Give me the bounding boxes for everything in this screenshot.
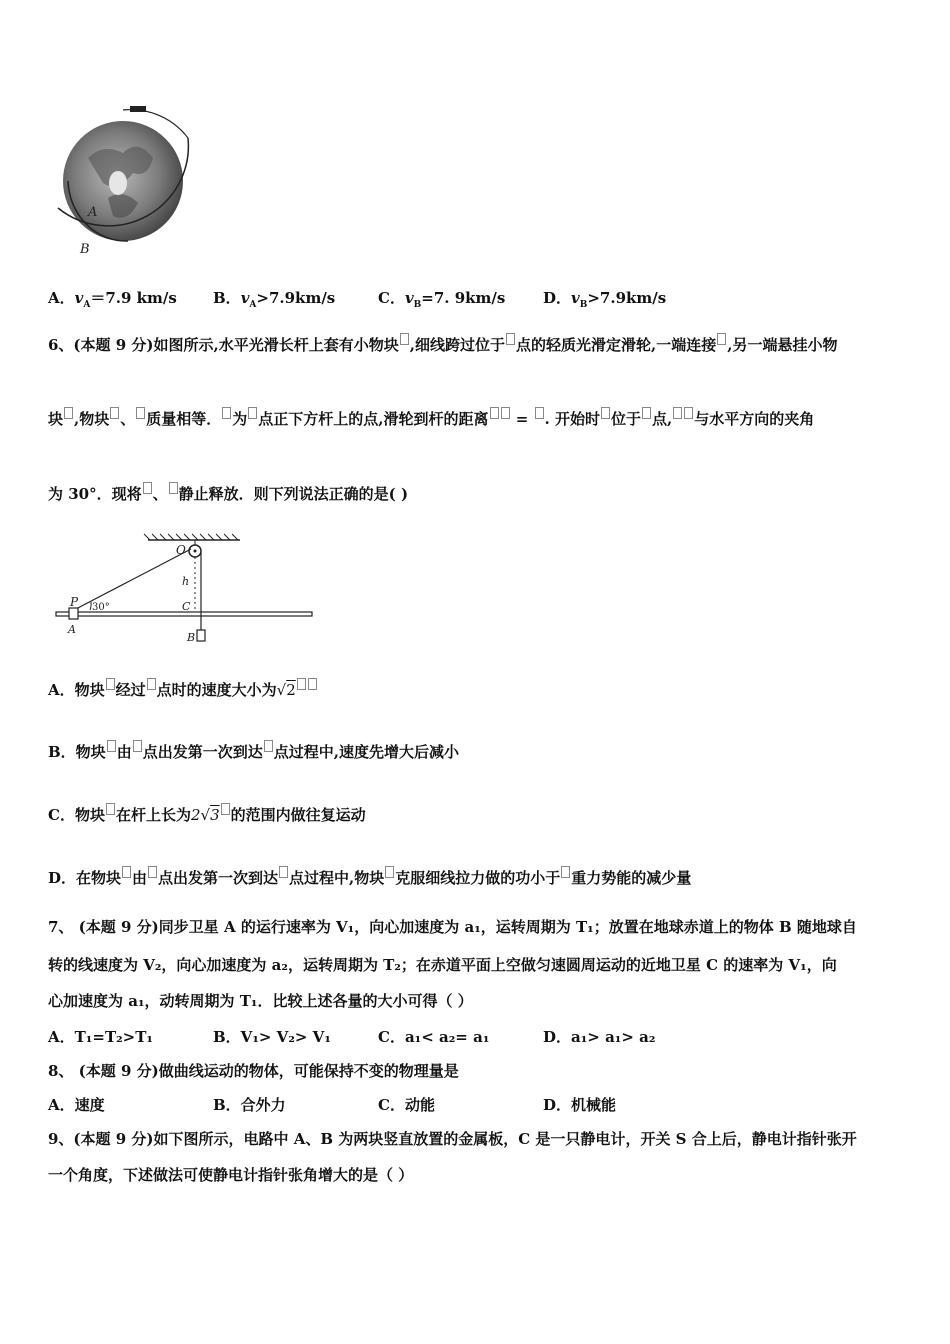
q6-line-1: 6、(本题 9 分)如图所示,水平光滑长杆上套有小物块 ,细线跨过位于 点的轻质光滑定滑轮,一端连接 ,另一端悬挂小物 (48, 333, 837, 355)
q9-line-1: 9、(本题 9 分)如下图所示，电路中 A、B 为两块竖直放置的金属板，C 是一只静电计，开关 S 合上后，静电计指针张开 (48, 1130, 857, 1148)
q8-option-d: D．机械能 (543, 1096, 617, 1114)
q8-option-a: A．速度 (48, 1096, 105, 1114)
q8-option-b: B．合外力 (213, 1096, 286, 1114)
q6-line-3: 为 30°．现将 、 静止释放．则下列说法正确的是( ) (48, 482, 408, 504)
string-pa (74, 549, 191, 610)
q5-option-a: A．$v_A=7.9$ km/s (48, 289, 177, 310)
label-p: P (70, 595, 79, 609)
earth-orbit-figure (48, 98, 208, 263)
q6-option-c: C．物块 在杆上长为2√3 的范围内做往复运动 (48, 803, 366, 825)
q6-line-2: 块 ,物块 、 质量相等． 为 点正下方杆上的点,滑轮到杆的距离 = . 开始时 位于 点, 与水平方向的夹角 (48, 407, 814, 429)
q7-line-3: 心加速度为 a₁，动转周期为 T₁．比较上述各量的大小可得（ ） (48, 992, 473, 1010)
label-c: C (182, 600, 191, 613)
q7-option-c: C．a₁< a₂= a₁ (378, 1028, 490, 1046)
q5-option-b: B．$v_A>7.9km/s$ (213, 289, 336, 310)
label-o: O (176, 543, 186, 557)
q7-option-d: D．a₁> a₁> a₂ (543, 1028, 656, 1046)
satellite (130, 106, 146, 112)
label-a: A (88, 205, 98, 220)
q8-option-c: C．动能 (378, 1096, 435, 1114)
q7-line-1: 7、 (本题 9 分)同步卫星 A 的运行速率为 V₁，向心加速度为 a₁，运转周期为 T₁；放置在地球赤道上的物体 B 随地球自 (48, 918, 857, 936)
q7-line-2: 转的线速度为 V₂，向心加速度为 a₂，运转周期为 T₂；在赤道平面上空做匀速圆周运动的近地卫星 C 的速率为 V₁，向 (48, 956, 837, 974)
q9-line-2: 一个角度，下述做法可使静电计指针张角增大的是（ ） (48, 1166, 414, 1184)
q6-option-d: D．在物块 由 点出发第一次到达 点过程中,物块 克服细线拉力做的功小于 重力势能的减少量 (48, 866, 691, 888)
q7-option-a: A．T₁=T₂>T₁ (48, 1028, 153, 1046)
label-angle: 30° (92, 602, 110, 613)
q6-option-b: B．物块 由 点出发第一次到达 点过程中,速度先增大后减小 (48, 740, 459, 762)
pulley-rod-figure (50, 532, 320, 642)
label-b: B (80, 242, 90, 257)
label-a6: A (68, 623, 76, 636)
label-h: h (182, 575, 190, 588)
q5-option-d: D．$v_B>7.9km/s$ (543, 289, 667, 310)
label-b6: B (187, 631, 196, 642)
q8-line-1: 8、 (本题 9 分)做曲线运动的物体，可能保持不变的物理量是 (48, 1062, 459, 1080)
q5-option-c: C．$v_B=7$. 9km/s (378, 289, 506, 310)
block-a (69, 608, 78, 619)
q6-option-a: A．物块 经过 点时的速度大小为√2 (48, 678, 318, 700)
q7-option-b: B．V₁> V₂> V₁ (213, 1028, 331, 1046)
block-b (197, 630, 205, 641)
